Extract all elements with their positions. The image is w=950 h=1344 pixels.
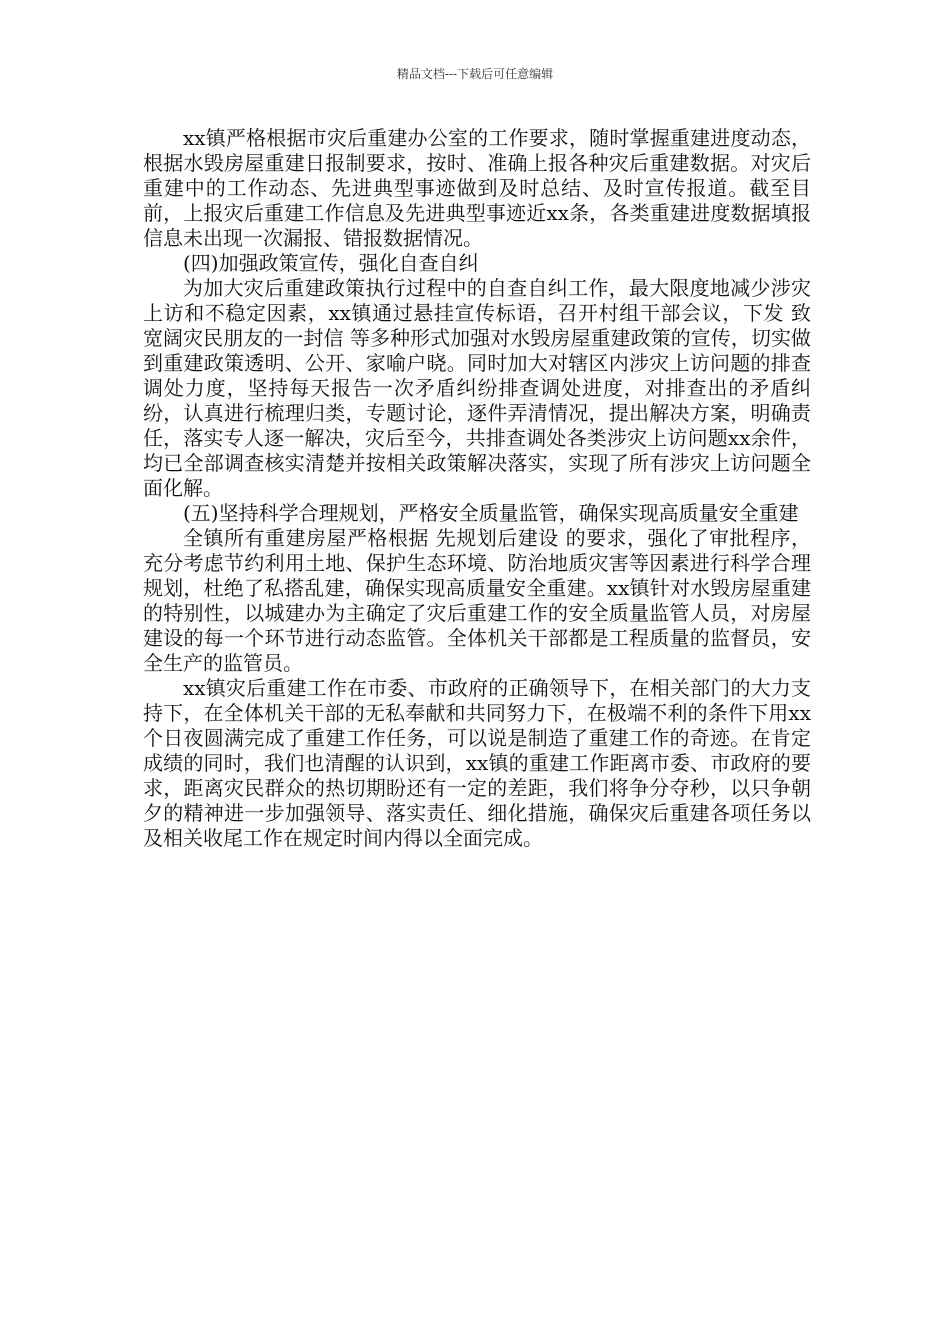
section-heading-planning-quality: (五)坚持科学合理规划，严格安全质量监管，确保实现高质量安全重建 (183, 501, 799, 525)
paragraph-planning-quality: 全镇所有重建房屋严格根据 先规划后建设 的要求，强化了审批程序，充分考虑节约利用土地、保护生态环境、防治地质灾害等因素进行科学合理规划，杜绝了私搭乱建，确保实现高质量安全重建。xx镇针对水毁房屋重建的特别性，以城建办为主确定了灾后重建工作的安全质量监管人员，对房屋建设的每一个环节进行动态监管。全体机关干部都是工程质量的监督员，安全生产的监管员。 (143, 526, 811, 675)
paragraph-conclusion: xx镇灾后重建工作在市委、市政府的正确领导下，在相关部门的大力支持下，在全体机关干部的无私奉献和共同努力下，在极端不利的条件下用xx个日夜圆满完成了重建工作任务，可以说是制造了重建工作的奇迹。在肯定成绩的同时，我们也清醒的认识到，xx镇的重建工作距离市委、市政府的要求，距离灾民群众的热切期盼还有一定的差距，我们将争分夺秒，以只争朝夕的精神进一步加强领导、落实责任、细化措施，确保灾后重建各项任务以及相关收尾工作在规定时间内得以全面完成。 (143, 676, 811, 850)
document-body (143, 126, 811, 851)
paragraph-data-reporting: xx镇严格根据市灾后重建办公室的工作要求，随时掌握重建进度动态，根据水毁房屋重建日报制要求，按时、准确上报各种灾后重建数据。对灾后重建中的工作动态、先进典型事迹做到及时总结、及时宣传报道。截至目前，上报灾后重建工作信息及先进典型事迹近xx条，各类重建进度数据填报信息未出现一次漏报、错报数据情况。 (143, 126, 811, 250)
section-heading-policy-publicity: (四)加强政策宣传，强化自查自纠 (183, 251, 479, 275)
paragraph-policy-publicity: 为加大灾后重建政策执行过程中的自查自纠工作，最大限度地减少涉灾上访和不稳定因素，xx镇通过悬挂宣传标语，召开村组干部会议，下发 致宽阔灾民朋友的一封信 等多种形式加强对水毁房屋重建政策的宣传，切实做到重建政策透明、公开、家喻户晓。同时加大对辖区内涉灾上访问题的排查调处力度，坚持每天报告一次矛盾纠纷排查调处进度，对排查出的矛盾纠纷，认真进行梳理归类，专题讨论，逐件弄清情况，提出解决方案，明确责任，落实专人逐一解决，灾后至今，共排查调处各类涉灾上访问题xx余件，均已全部调查核实清楚并按相关政策解决落实，实现了所有涉灾上访问题全面化解。 (143, 276, 811, 500)
page-header: 精品文档---下载后可任意编辑 (396, 67, 554, 81)
